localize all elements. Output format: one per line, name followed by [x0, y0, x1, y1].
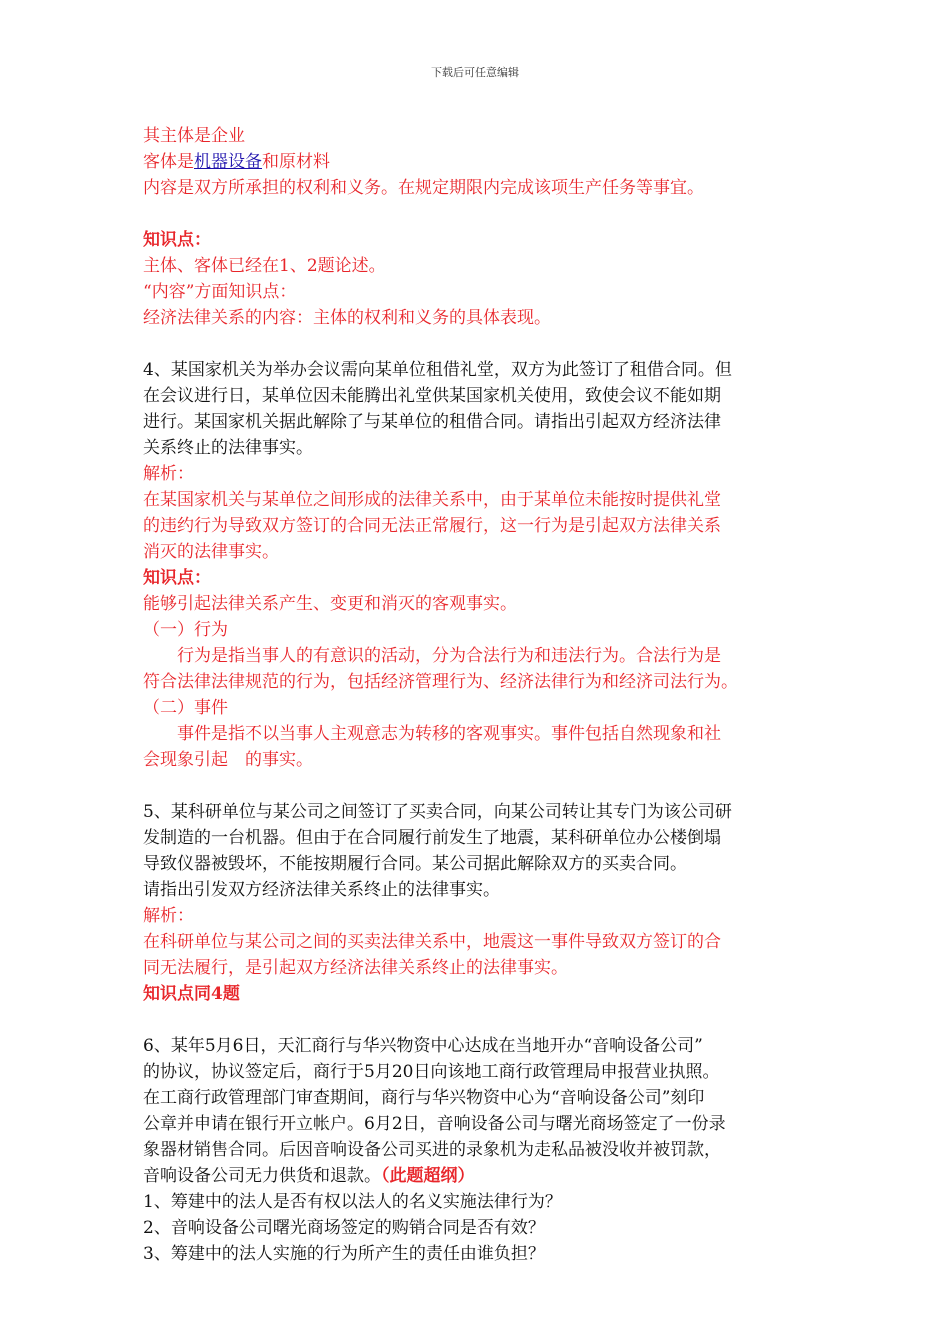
text-line: 内容是双方所承担的权利和义务。在规定期限内完成该项生产任务等事宜。 — [143, 178, 704, 198]
blank-line — [143, 1007, 813, 1033]
text-line: 主体、客体已经在1、2题论述。 — [143, 256, 386, 276]
question-5-text: 发制造的一台机器。但由于在合同履行前发生了地震，某科研单位办公楼倒塌 — [143, 828, 721, 848]
answer-5-text: 同无法履行，是引起双方经济法律关系终止的法律事实。 — [143, 958, 568, 978]
text-line: 经济法律关系的内容：主体的权利和义务的具体表现。 — [143, 308, 551, 328]
answer-4-text: 消灭的法律事实。 — [143, 542, 279, 562]
out-of-syllabus-note: （此题超纲） — [381, 1166, 475, 1186]
sub-question: 1、筹建中的法人是否有权以法人的名义实施法律行为？ — [143, 1192, 562, 1212]
answer-5-text: 在科研单位与某公司之间的买卖法律关系中，地震这一事件导致双方签订的合 — [143, 932, 721, 952]
analysis-label: 解析： — [143, 906, 194, 926]
knowledge-point-heading: 知识点： — [143, 568, 211, 588]
knowledge-text: 会现象引起 的事实。 — [143, 750, 313, 770]
text-line: “内容”方面知识点： — [143, 282, 297, 302]
text-line: 其主体是企业 — [143, 126, 245, 146]
question-5-text: 导致仪器被毁坏，不能按期履行合同。某公司据此解除双方的买卖合同。 — [143, 854, 687, 874]
blank-line — [143, 773, 813, 799]
sub-question: 2、音响设备公司曙光商场签定的购销合同是否有效？ — [143, 1218, 545, 1238]
analysis-label: 解析： — [143, 464, 194, 484]
question-6-text: 公章并申请在银行开立帐户。6月2日，音响设备公司与曙光商场签定了一份录 — [143, 1114, 726, 1134]
question-4-text: 在会议进行日，某单位因未能腾出礼堂供某国家机关使用，致使会议不能如期 — [143, 386, 721, 406]
knowledge-subheading: （二）事件 — [143, 698, 228, 718]
blank-line — [143, 201, 813, 227]
page-header: 下载后可任意编辑 — [431, 66, 519, 79]
question-4-text: 4、某国家机关为举办会议需向某单位租借礼堂，双方为此签订了租借合同。但 — [143, 360, 732, 380]
text-segment: 音响设备公司无力供货和退款。 — [143, 1166, 381, 1186]
question-6-text — [143, 1163, 813, 1189]
knowledge-point-heading: 知识点： — [143, 230, 211, 250]
question-6-text: 在工商行政管理部门审查期间，商行与华兴物资中心为“音响设备公司”刻印 — [143, 1088, 705, 1108]
sub-question: 3、筹建中的法人实施的行为所产生的责任由谁负担？ — [143, 1244, 545, 1264]
text-segment: 客体是 — [143, 152, 194, 172]
answer-4-text: 的违约行为导致双方签订的合同无法正常履行，这一行为是引起双方法律关系 — [143, 516, 721, 536]
knowledge-text: 事件是指不以当事人主观意志为转移的客观事实。事件包括自然现象和社 — [177, 724, 721, 744]
question-6-text: 6、某年5月6日，天汇商行与华兴物资中心达成在当地开办“音响设备公司” — [143, 1036, 703, 1056]
knowledge-subheading: （一）行为 — [143, 620, 228, 640]
answer-4-text: 在某国家机关与某单位之间形成的法律关系中，由于某单位未能按时提供礼堂 — [143, 490, 721, 510]
knowledge-text: 符合法律法律规范的行为，包括经济管理行为、经济法律行为和经济司法行为。 — [143, 672, 738, 692]
question-4-text: 关系终止的法律事实。 — [143, 438, 313, 458]
question-5-text: 请指出引发双方经济法律关系终止的法律事实。 — [143, 880, 500, 900]
question-5-text: 5、某科研单位与某公司之间签订了买卖合同，向某公司转让其专门为该公司研 — [143, 802, 732, 822]
text-segment: 和原材料 — [262, 152, 330, 172]
knowledge-text: 行为是指当事人的有意识的活动，分为合法行为和违法行为。合法行为是 — [177, 646, 721, 666]
question-4-text: 进行。某国家机关据此解除了与某单位的租借合同。请指出引起双方经济法律 — [143, 412, 721, 432]
knowledge-point-heading: 知识点同4题 — [143, 984, 240, 1004]
question-6-text: 的协议，协议签定后，商行于5月20日向该地工商行政管理局申报营业执照。 — [143, 1062, 720, 1082]
blank-line — [143, 331, 813, 357]
hyperlink-machine-equipment[interactable]: 机器设备 — [194, 152, 262, 172]
knowledge-text: 能够引起法律关系产生、变更和消灭的客观事实。 — [143, 594, 517, 614]
question-6-text: 象器材销售合同。后因音响设备公司买进的录象机为走私品被没收并被罚款， — [143, 1140, 721, 1160]
text-line — [143, 149, 813, 175]
document-body — [143, 123, 813, 1267]
